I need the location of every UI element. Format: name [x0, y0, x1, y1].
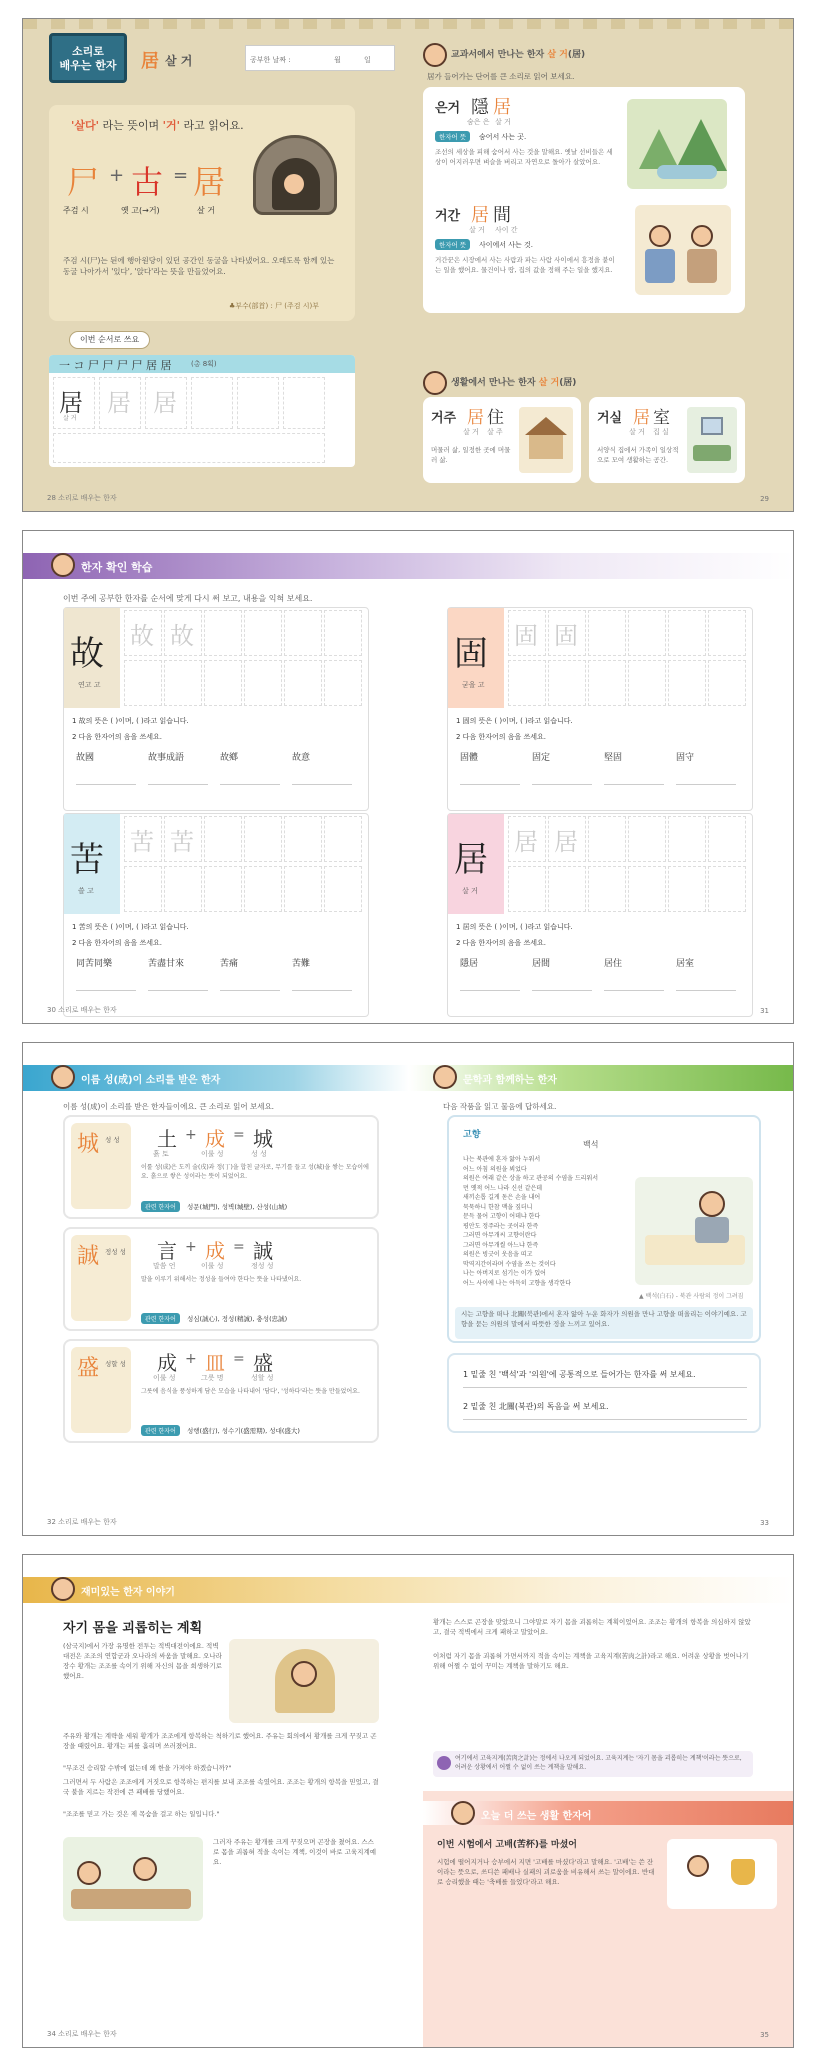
title-hanja: 居 [141, 51, 159, 72]
hanja-word: 故意 [292, 753, 311, 763]
mountain-scene-illustration [627, 99, 727, 189]
review-hanja-reading: 연고 고 [78, 681, 101, 689]
poem-line: 어느 아침 의원을 뵈었다 [463, 1165, 527, 1173]
battle-illustration [63, 1837, 203, 1921]
part-c-reading: 성할 성 [251, 1374, 274, 1382]
question-1: 1 故의 뜻은 ( )이며, ( )라고 읽습니다. [72, 717, 189, 725]
word-2-hanja-1: 居 [471, 205, 489, 226]
practice-cell[interactable] [708, 610, 746, 656]
trace-hanja[interactable]: 苦 [130, 828, 154, 856]
answer-line[interactable] [292, 784, 352, 785]
answer-line[interactable] [604, 784, 664, 785]
plus-sign: + [185, 1127, 197, 1143]
practice-cell[interactable] [628, 660, 666, 706]
left-heading: 이름 성(成)이 소리를 받은 한자 [81, 1075, 221, 1086]
poem-line: 먼 옛적 어느 나라 신선 같은데 [463, 1184, 543, 1192]
stroke-order-bar [49, 355, 355, 373]
related-words-tag: 관련 한자어 [141, 1313, 180, 1324]
part-a: 土 [157, 1127, 177, 1151]
character-icon [423, 371, 447, 395]
right-heading-2: 생활에서 만나는 한자 [451, 378, 536, 388]
component-hanja-1: 尸 [67, 163, 100, 201]
section-badge: 소리로 배우는 한자 [49, 33, 127, 83]
poem-line: 새끼손톱 길게 돋은 손을 내어 [463, 1194, 541, 1201]
meaning-description: 주검 시(尸)는 된에 행아원당이 있던 공간인 동굴을 나타냈어요. 오래도록 함께 있는 동굴 나아가서 '있다', '앉다'라는 뜻을 만들었어요. [63, 256, 335, 276]
hanja-word: 居間 [532, 959, 551, 969]
page-number-left: 30 소리로 배우는 한자 [47, 1006, 117, 1014]
practice-cell[interactable] [204, 660, 242, 706]
cave-illustration [253, 135, 337, 215]
poem-line: 나는 북관에 혼자 앓아 누워서 [463, 1156, 541, 1163]
part-b: 成 [205, 1239, 225, 1263]
practice-cell[interactable] [324, 816, 362, 862]
life-word-section [423, 1791, 794, 2048]
page-number-right: 35 [760, 2031, 769, 2039]
word-2-reading-1: 살 거 [469, 226, 485, 234]
review-hanja: 居 [454, 840, 488, 880]
note-text: 여기에서 고육지계(苦肉之計)는 정에서 나오게 되었어요. 고육지계는 '자기 몸을 괴롭히는 계책'이라는 뜻으로, 어려운 상황에서 어쩔 수 없이 쓰는 계책을 말해요. [455, 1755, 742, 1771]
meaning-keyword: '살다' [71, 119, 99, 132]
word-4-description: 서양식 집에서 가족이 일상적으로 모여 생활하는 공간. [597, 446, 679, 464]
practice-cell[interactable] [628, 866, 666, 912]
trace-hanja-2[interactable]: 居 [153, 389, 177, 417]
component-1-label: 주검 시 [63, 206, 89, 215]
part-a-reading: 이룰 성 [153, 1374, 176, 1382]
word-1-tag: 한자어 뜻 [435, 131, 470, 142]
study-date-day: 일 [364, 56, 371, 64]
review-block [63, 607, 369, 811]
practice-cell[interactable] [164, 866, 202, 912]
right-subheading-1: 居가 들어가는 단어를 큰 소리로 읽어 보세요. [427, 72, 575, 81]
trace-hanja[interactable]: 固 [554, 622, 578, 650]
poem-line: 의원은 빙긋이 웃음을 띠고 [463, 1251, 533, 1258]
practice-cell[interactable] [324, 610, 362, 656]
poem-line: 의원은 여래 같은 상을 하고 관공의 수염을 드리워서 [463, 1175, 599, 1182]
study-date-label: 공부한 날짜 : [250, 56, 291, 64]
character-icon [423, 43, 447, 67]
spread-sound-and-literature [22, 1042, 794, 1536]
note-box [433, 1751, 753, 1777]
story-quote: "무조건 승리할 수밖에 없는데 왜 한을 가져야 하겠습니까?" [63, 1764, 232, 1772]
right-instruction: 다음 작품을 읽고 물음에 답하세요. [443, 1102, 557, 1111]
practice-cell[interactable] [708, 816, 746, 862]
trace-hanja[interactable]: 苦 [170, 828, 194, 856]
hanja-word: 固守 [676, 753, 695, 763]
right-heading-2-end: (居) [559, 378, 577, 388]
practice-cell[interactable] [124, 660, 162, 706]
practice-cell[interactable] [668, 866, 706, 912]
story-paragraph-1: (삼국지)에서 가장 유명한 전투는 적벽대전이에요. 적벽 대전은 조조의 연합군과 오나라의 싸움을 말해요. 오나라 장수 황개는 조조를 속이기 위해 자신의 몸을 희생하기로 했어요. [63, 1642, 222, 1680]
answer-line[interactable] [676, 784, 736, 785]
part-b: 皿 [205, 1351, 225, 1375]
related-words-tag: 관련 한자어 [141, 1201, 180, 1212]
life-word-card-1 [423, 397, 581, 483]
hanja-word: 苦盡甘來 [148, 959, 185, 969]
life-heading: 오늘 더 쓰는 생활 한자어 [481, 1811, 592, 1822]
poem-line: 어느 사이에 나는 아득히 고향을 생각한다 [463, 1279, 572, 1287]
question-1: 1 苦의 뜻은 ( )이며, ( )라고 읽습니다. [72, 923, 189, 931]
result-hanja: 居 [193, 163, 226, 201]
part-c-reading: 정성 성 [251, 1262, 274, 1270]
poem-line: 평안도 정주라는 곳이라 한즉 [463, 1222, 539, 1230]
page-number-right: 29 [760, 495, 769, 503]
equals-sign: = [233, 1239, 245, 1255]
character-icon [451, 1801, 475, 1825]
word-4-reading-2: 집 실 [653, 428, 669, 436]
radical-note: ♣부수(部首) : 尸 (주검 시)부 [229, 302, 320, 310]
practice-cell[interactable] [204, 610, 242, 656]
meaning-end: 라고 읽어요. [183, 119, 244, 132]
decorative-border [23, 19, 794, 29]
plus-sign: + [185, 1351, 197, 1367]
page-number-right: 33 [760, 1519, 769, 1527]
life-word-card-2 [589, 397, 745, 483]
practice-cell[interactable] [284, 866, 322, 912]
answer-line[interactable] [220, 990, 280, 991]
story-paragraph-3: 그러면서 두 사람은 조조에게 거짓으로 항복하는 편지를 보내 조조를 속였어요. 조조는 황개의 항복을 믿었고, 결국 불을 지르는 작전에 큰 패배를 당했어요. [63, 1778, 379, 1796]
right-paragraph-2: 이처럼 자기 몸을 괴롭혀 가면서까지 적을 속이는 계책을 고육지계(苦肉之計)라고 해요. 어려운 상황을 벗어나기 위해 어쩔 수 없이 꾸미는 계책을 말하기도 해요. [433, 1652, 749, 1670]
life-title: 이번 시험에서 고배(苦杯)를 마셨어 [437, 1840, 577, 1850]
word-1-hanja-1: 隱 [471, 97, 489, 118]
hanja-word: 堅固 [604, 753, 623, 763]
poem-line: 문득 물어 고향이 어데냐 한다 [463, 1213, 541, 1220]
sound-hanja-reading: 성 성 [105, 1136, 120, 1144]
word-3: 거주 [431, 411, 457, 426]
review-hanja: 苦 [70, 840, 104, 880]
section-heading: 재미있는 한자 이야기 [81, 1587, 175, 1598]
question-2: 2 다음 한자어의 음을 쓰세요. [72, 939, 162, 947]
character-icon [51, 1065, 75, 1089]
living-room-illustration [687, 407, 737, 473]
part-b-reading: 이룰 성 [201, 1150, 224, 1158]
review-block [447, 813, 753, 1017]
practice-cell[interactable] [244, 610, 282, 656]
review-hanja-reading: 쓸 고 [78, 887, 94, 895]
practice-cell[interactable] [284, 660, 322, 706]
story-paragraph-5: 그러자 주유는 황개를 크게 꾸짖으며 곤장을 쳤어요. 스스로 몸을 괴롭혀 적을 속이는 계책, 이것이 바로 고육지계예요. [213, 1838, 377, 1866]
sound-hanja: 誠 [77, 1244, 100, 1269]
question-2: 2 밑줄 친 北關(북관)의 독음을 써 보세요. [463, 1402, 609, 1411]
left-instruction: 이름 성(成)이 소리를 받은 한자들이에요. 큰 소리로 읽어 보세요. [63, 1102, 275, 1111]
equals-sign: = [173, 165, 189, 186]
hanja-word: 同苦同樂 [76, 959, 113, 969]
hanja-word: 苦難 [292, 959, 311, 969]
character-icon [51, 553, 75, 577]
stroke-count: (총 8획) [191, 360, 217, 368]
question-1: 1 固의 뜻은 ( )이며, ( )라고 읽습니다. [456, 717, 573, 725]
meaning-panel [49, 105, 355, 321]
poem-label: 고향 [463, 1130, 481, 1140]
sound-hanja-reading: 정성 성 [105, 1248, 126, 1256]
practice-cell[interactable] [668, 816, 706, 862]
practice-cell[interactable] [124, 866, 162, 912]
part-b: 成 [205, 1127, 225, 1151]
review-hanja: 固 [454, 634, 488, 674]
answer-line[interactable] [460, 990, 520, 991]
sound-description: 그릇에 음식을 풍성하게 담은 모습을 나타내어 '담다', '성하다'라는 뜻을 만들었어요. [141, 1388, 360, 1395]
poem-line: 나는 아버지로 섬기는 이가 있어 [463, 1270, 546, 1277]
practice-cell[interactable] [244, 866, 282, 912]
question-2: 2 다음 한자어의 음을 쓰세요. [456, 939, 546, 947]
part-a-reading: 말씀 언 [153, 1262, 176, 1270]
practice-cell[interactable] [588, 660, 626, 706]
part-c-reading: 성 성 [251, 1150, 267, 1158]
word-4-reading-1: 살 거 [629, 428, 645, 436]
model-hanja: 居 [59, 389, 83, 417]
study-date-box [245, 45, 395, 71]
word-2-description: 거간꾼은 시장에서 사는 사람과 파는 사람 사이에서 흥정을 붙이는 일을 했어요. 물건이나 땅, 집의 값을 정해 주는 일을 했지요. [435, 256, 615, 274]
spread-review-page [22, 530, 794, 1024]
trace-hanja[interactable]: 居 [554, 828, 578, 856]
review-hanja: 故 [70, 634, 104, 674]
practice-cell[interactable] [628, 610, 666, 656]
practice-cell[interactable] [204, 816, 242, 862]
practice-cell[interactable] [668, 610, 706, 656]
poem-line: 그러면 아무개씰 아느냐 한즉 [463, 1241, 539, 1249]
review-block [63, 813, 369, 1017]
component-hanja-2: 古 [131, 163, 164, 201]
practice-cell[interactable] [588, 816, 626, 862]
spread-lesson-page [22, 18, 794, 512]
part-a: 成 [157, 1351, 177, 1375]
trace-hanja-1[interactable]: 居 [107, 389, 131, 417]
part-b-reading: 이룰 성 [201, 1262, 224, 1270]
related-words: 성문(城門), 성벽(城壁), 산성(山城) [187, 1203, 288, 1211]
part-a: 言 [157, 1239, 177, 1263]
question-2: 2 다음 한자어의 음을 쓰세요. [72, 733, 162, 741]
word-1-reading-2: 살 거 [495, 118, 511, 126]
sound-description: 이룰 성(成)은 도끼 술(戌)과 정(丁)을 합친 글자로, 무기를 들고 성(城)을 쌓는 모습이에요. 흙으로 쌓은 성이라는 뜻이 되었어요. [141, 1164, 369, 1180]
practice-cell[interactable] [324, 660, 362, 706]
plus-sign: + [109, 165, 125, 186]
related-words: 성심(誠心), 정성(精誠), 충성(忠誠) [187, 1315, 288, 1323]
word-4-hanja-2: 室 [653, 408, 670, 428]
meaning-text: 라는 뜻이며 [102, 119, 160, 132]
practice-cell[interactable] [324, 866, 362, 912]
word-2-hanja-2: 間 [493, 205, 511, 226]
word-2: 거간 [435, 209, 461, 224]
instruction: 이번 주에 공부한 한자를 순서에 맞게 다시 써 보고, 내용을 익혀 보세요. [63, 594, 313, 603]
doctor-illustration [635, 1177, 753, 1285]
right-heading-1-highlight: 살 거 [547, 50, 568, 60]
stroke-order-button[interactable]: 이번 순서로 쓰요 [69, 331, 150, 349]
question-1: 1 밑줄 친 '백석'과 '의원'에 공통적으로 들어가는 한자를 써 보세요. [463, 1370, 696, 1379]
sound-description: 말을 이루기 위해서는 정성을 들여야 한다는 뜻을 나타냈어요. [141, 1276, 302, 1283]
questions-panel [447, 1353, 761, 1433]
answer-line[interactable] [148, 990, 208, 991]
review-block [447, 607, 753, 811]
sound-hanja: 盛 [77, 1356, 100, 1381]
component-2-label: 옛 고(→거) [121, 206, 160, 215]
sound-card [63, 1339, 379, 1443]
hanja-word: 故事成語 [148, 753, 185, 763]
practice-cell[interactable] [548, 866, 586, 912]
part-a-reading: 흙 토 [153, 1150, 169, 1158]
page-number-left: 32 소리로 배우는 한자 [47, 1518, 117, 1526]
poem-line: 그러면 아무개씨 고향이란다 [463, 1232, 537, 1239]
trace-hanja[interactable]: 故 [130, 622, 154, 650]
word-1-reading-1: 숨은 은 [467, 118, 490, 126]
word-4: 거실 [597, 411, 623, 426]
hanja-word: 固定 [532, 753, 551, 763]
life-text: 시험에 떨어지거나 승부에서 지면 '고배를 마셨다'라고 말해요. '고배'는 쓴 잔이라는 뜻으로, 쓰디쓴 패배나 실패의 괴로움을 비유해서 쓰는 말이에요. 반대로 승리했을 때는 '축배를 들었다'라고 해요. [437, 1858, 655, 1886]
part-c: 誠 [253, 1239, 273, 1263]
hanja-word: 隱居 [460, 959, 479, 969]
award-illustration [667, 1839, 777, 1909]
right-paragraph-1: 황개는 스스로 곤장을 맞았으니 그야말로 자기 몸을 괴롭히는 계획이었어요. 조조는 황개의 항복을 의심하지 않았고, 결국 적벽에서 크게 패하고 말았어요. [433, 1618, 751, 1636]
trace-hanja[interactable]: 固 [514, 622, 538, 650]
sound-hanja: 城 [77, 1132, 100, 1157]
poem-author: 백석 [583, 1140, 599, 1149]
answer-line[interactable] [604, 990, 664, 991]
part-c: 盛 [253, 1351, 273, 1375]
trace-hanja[interactable]: 居 [514, 828, 538, 856]
character-icon [433, 1065, 457, 1089]
part-c: 城 [253, 1127, 273, 1151]
question-2: 2 다음 한자어의 음을 쓰세요. [456, 733, 546, 741]
answer-line[interactable] [676, 990, 736, 991]
poem-panel [447, 1115, 761, 1343]
word-4-hanja-1: 居 [633, 408, 650, 428]
related-words-tag: 관련 한자어 [141, 1425, 180, 1436]
sound-hanja-reading: 성할 성 [105, 1360, 126, 1368]
plus-sign: + [185, 1239, 197, 1255]
writing-practice-panel [49, 355, 355, 467]
answer-line[interactable] [76, 784, 136, 785]
question-1: 1 居의 뜻은 ( )이며, ( )라고 읽습니다. [456, 923, 573, 931]
right-heading-2-highlight: 살 거 [538, 378, 560, 388]
practice-cell[interactable] [508, 866, 546, 912]
review-hanja-reading: 살 거 [462, 887, 478, 895]
hanja-word: 苦痛 [220, 959, 239, 969]
word-1-hanja-2: 居 [493, 97, 511, 118]
general-illustration [229, 1639, 379, 1723]
story-paragraph-4: "조조를 믿고 가는 것은 제 목숨을 걸고 하는 일입니다." [63, 1810, 220, 1818]
word-3-description: 머물러 삶, 일정한 곳에 머물러 삶. [431, 446, 511, 464]
answer-line[interactable] [460, 784, 520, 785]
practice-cell[interactable] [708, 660, 746, 706]
sound-card [63, 1115, 379, 1219]
practice-cell[interactable] [284, 610, 322, 656]
practice-cell[interactable] [244, 660, 282, 706]
poem-note: 시는 고향을 떠나 北關(북관)에서 혼자 앓아 누운 화자가 의원을 만나 고향을 떠올리는 이야기예요. 고향을 묻는 의원의 말에서 따뜻한 정을 느끼고 있어요. [455, 1307, 753, 1339]
answer-line[interactable] [76, 990, 136, 991]
word-1: 은거 [435, 101, 461, 116]
poem-body [463, 1155, 633, 1288]
word-2-tag: 한자어 뜻 [435, 239, 470, 250]
hanja-word: 居住 [604, 959, 623, 969]
page-number-left: 34 소리로 배우는 한자 [47, 2030, 117, 2038]
answer-line[interactable] [148, 784, 208, 785]
answer-line[interactable] [292, 990, 352, 991]
model-reading: 살 거 [63, 415, 77, 422]
right-heading-1-end: (居) [567, 50, 586, 60]
title-reading: 살 거 [165, 54, 193, 68]
house-illustration [519, 407, 573, 473]
word-3-hanja-2: 住 [487, 408, 504, 428]
equals-sign: = [233, 1351, 245, 1367]
part-b-reading: 그릇 명 [201, 1374, 224, 1382]
hanja-word: 固體 [460, 753, 479, 763]
reading-keyword: '거' [162, 119, 181, 132]
word-1-tag-text: 숨어서 사는 곳. [479, 133, 527, 141]
word-2-tag-text: 사이에서 사는 것. [479, 241, 534, 249]
answer-line[interactable] [532, 784, 592, 785]
word-3-reading-1: 살 거 [463, 428, 479, 436]
hanja-word: 故鄕 [220, 753, 239, 763]
study-date-month: 월 [334, 56, 341, 64]
sound-card [63, 1227, 379, 1331]
practice-cell[interactable] [204, 866, 242, 912]
practice-cell[interactable] [548, 660, 586, 706]
related-words: 성행(盛行), 성수기(盛需期), 성대(盛大) [187, 1427, 300, 1435]
poem-caption: ▲ 백석(白石) - 북관 사람의 정이 그려짐 [639, 1293, 744, 1300]
review-hanja-reading: 굳을 고 [462, 681, 485, 689]
story-title: 자기 몸을 괴롭히는 계획 [63, 1621, 203, 1636]
result-label: 살 거 [197, 206, 215, 215]
right-heading: 문학과 함께하는 한자 [463, 1075, 557, 1086]
practice-cell[interactable] [164, 660, 202, 706]
character-icon [51, 1577, 75, 1601]
trace-hanja[interactable]: 故 [170, 622, 194, 650]
practice-cell[interactable] [708, 866, 746, 912]
practice-cell[interactable] [668, 660, 706, 706]
answer-line[interactable] [220, 784, 280, 785]
practice-cell[interactable] [588, 610, 626, 656]
textbook-words-card [423, 87, 745, 313]
equals-sign: = [233, 1127, 245, 1143]
section-heading: 한자 확인 학습 [81, 561, 153, 574]
page-number-left: 28 소리로 배우는 한자 [47, 494, 117, 502]
hanja-word: 居室 [676, 959, 695, 969]
poem-line: 막역지간이라며 수염을 쓰는 것이다 [463, 1260, 556, 1268]
practice-cell[interactable] [628, 816, 666, 862]
spread-story-page [22, 1554, 794, 2048]
right-heading-1: 교과서에서 만나는 한자 [451, 50, 545, 60]
poem-line: 묵묵하니 한참 맥을 짚더니 [463, 1203, 533, 1211]
stroke-sequence: 一 コ 尸 尸 尸 尸 居 居 [59, 359, 172, 372]
page-number-right: 31 [760, 1007, 769, 1015]
practice-cell[interactable] [244, 816, 282, 862]
word-1-description: 조선의 세상을 피해 숨어서 사는 것을 말해요. 옛날 선비들은 세상이 어지러우면 벼슬을 버리고 자연으로 돌아가 살았어요. [435, 148, 613, 166]
word-3-reading-2: 살 주 [487, 428, 503, 436]
merchants-illustration [635, 205, 731, 295]
practice-cell[interactable] [508, 660, 546, 706]
story-paragraph-2: 주유와 황개는 계략을 세워 황개가 조조에게 항복하는 척하기로 했어요. 주유는 회의에서 황개를 크게 꾸짖고 곤장을 때렸어요. 황개는 피를 흘리며 쓰러졌어요. [63, 1732, 377, 1750]
practice-cell[interactable] [588, 866, 626, 912]
answer-line[interactable] [532, 990, 592, 991]
word-2-reading-2: 사이 간 [495, 226, 518, 234]
practice-cell[interactable] [284, 816, 322, 862]
hanja-word: 故國 [76, 753, 95, 763]
word-3-hanja-1: 居 [467, 408, 484, 428]
